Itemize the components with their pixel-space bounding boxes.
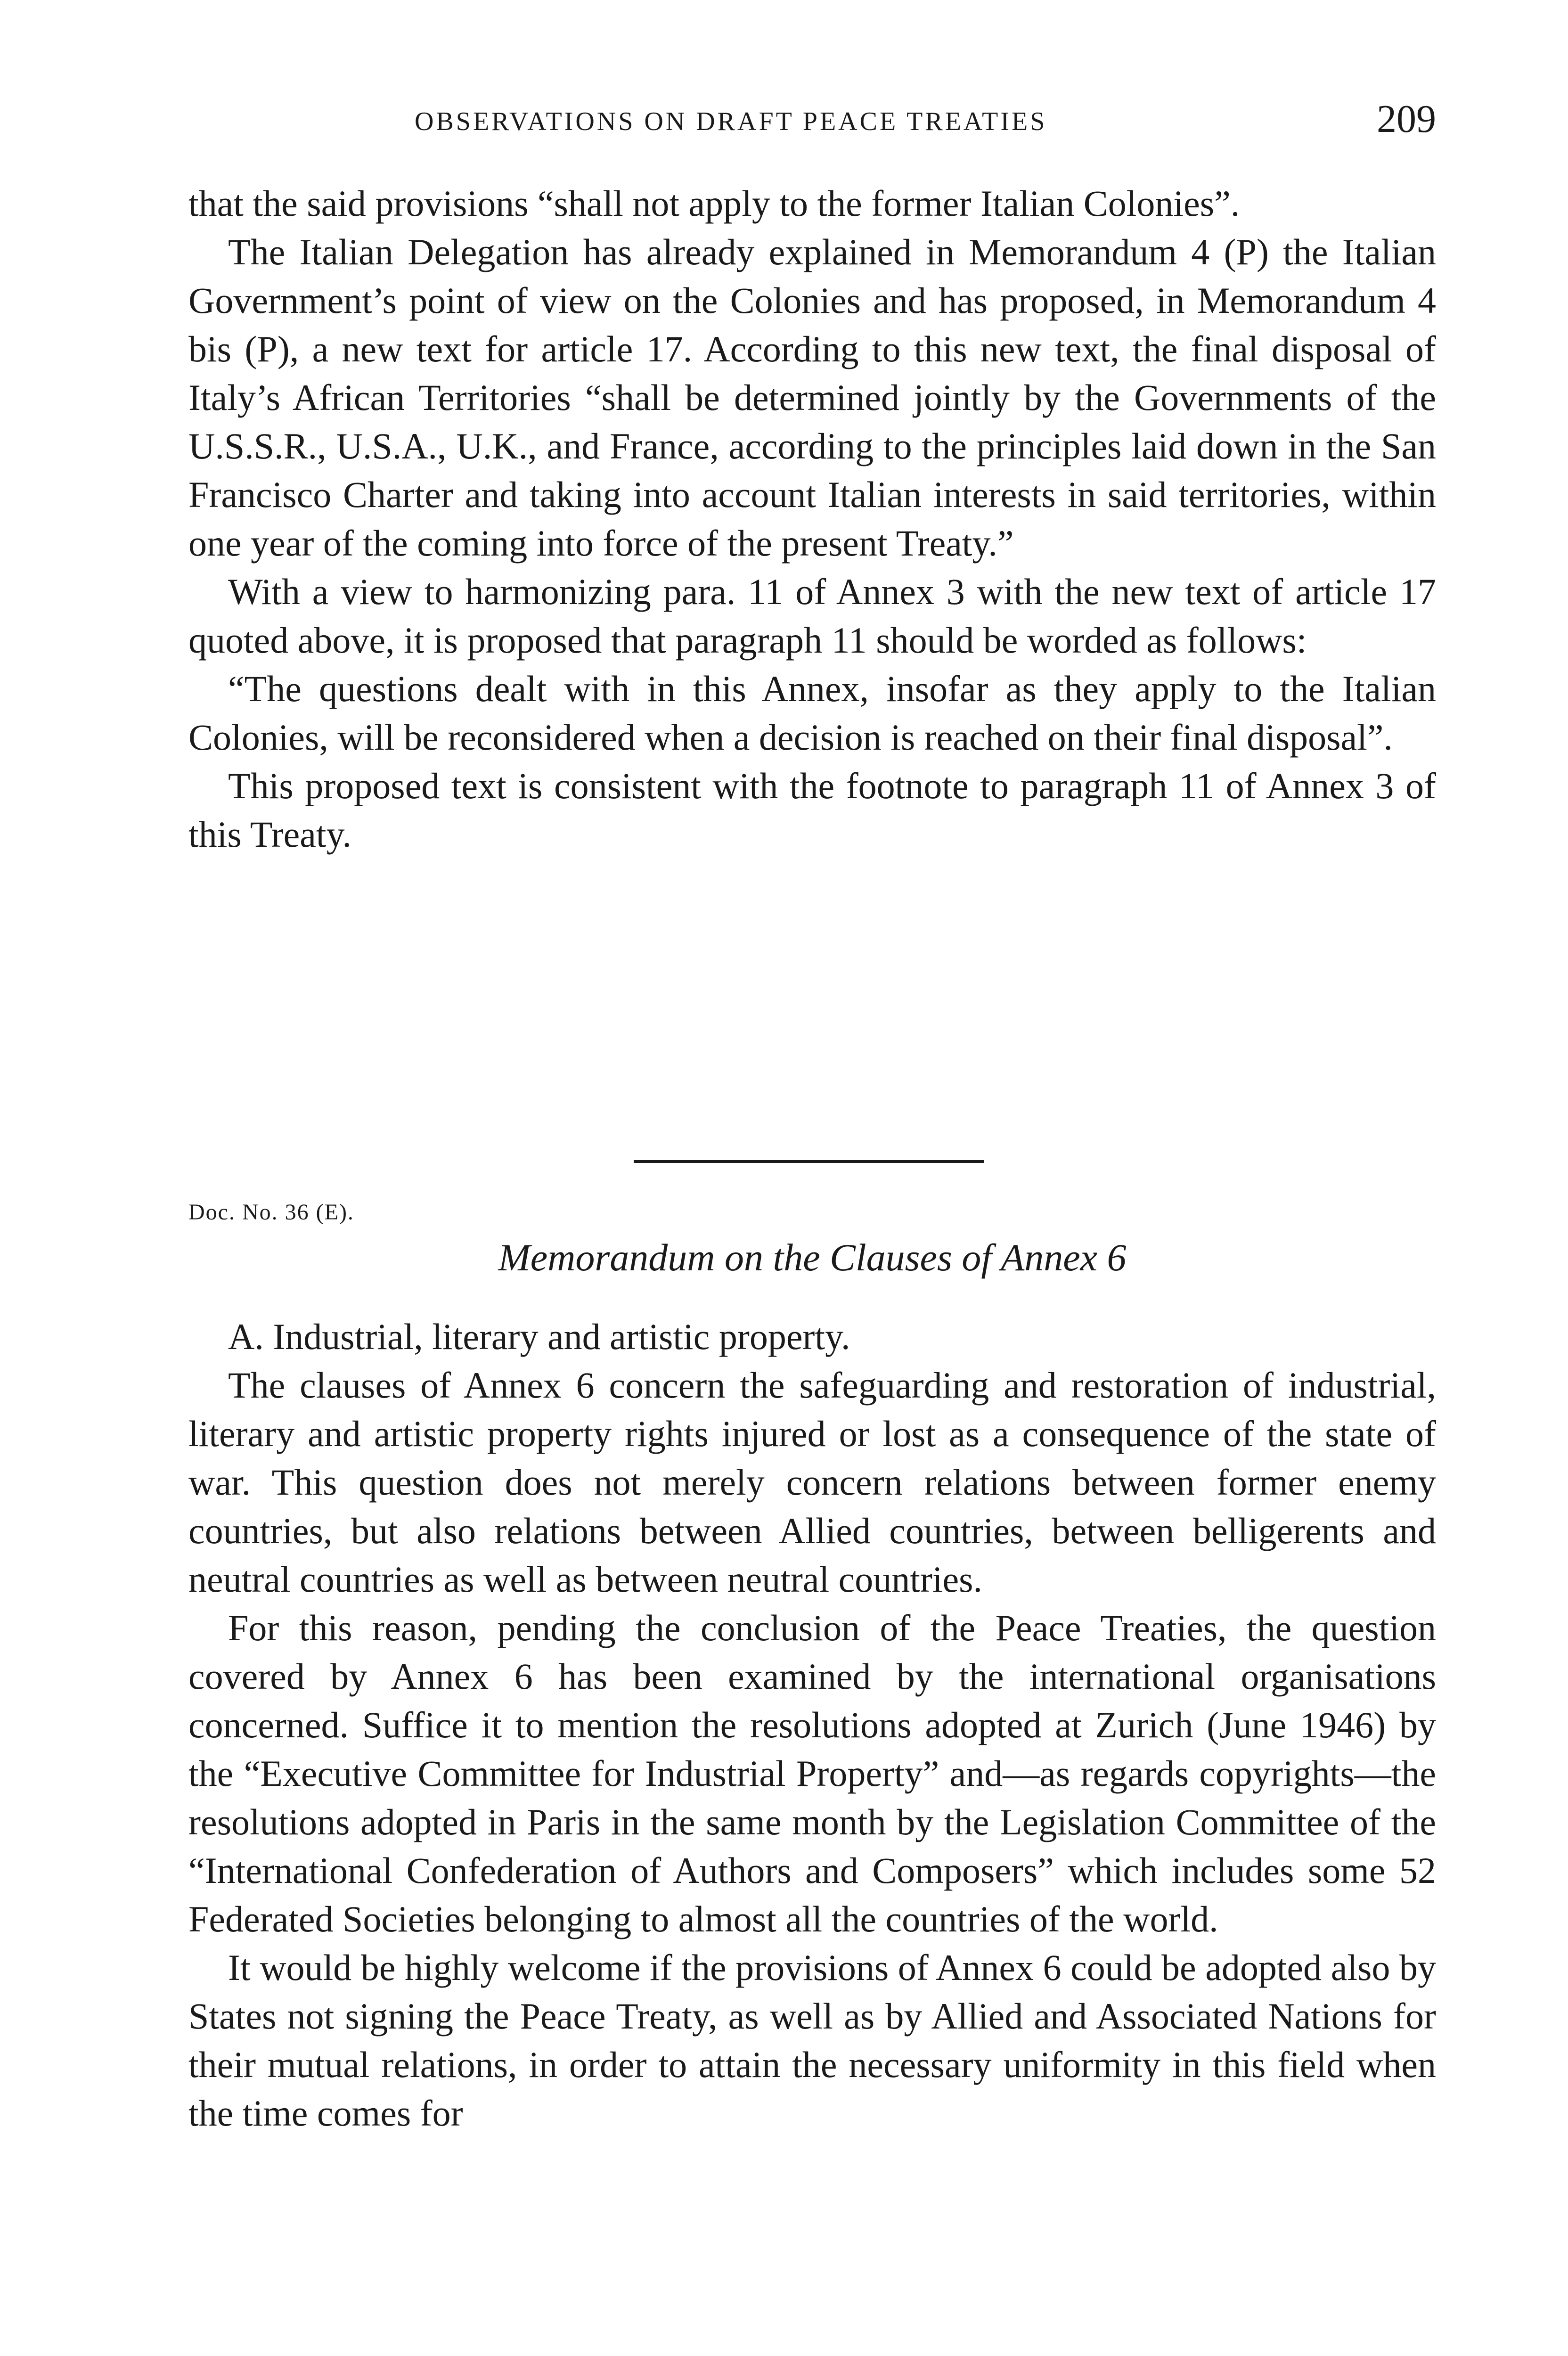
doc-number: Doc. No. 36 (E). — [188, 1200, 354, 1225]
memorandum-title: Memorandum on the Clauses of Annex 6 — [498, 1236, 1127, 1279]
running-title: OBSERVATIONS ON DRAFT PEACE TREATIES — [415, 107, 1047, 136]
running-header — [188, 92, 1436, 144]
section-annex-6 — [188, 1312, 1436, 2137]
subheading-industrial-property: A. Industrial, literary and artistic property. — [228, 1316, 850, 1357]
paragraph-annex-6-clauses: The clauses of Annex 6 concern the safeguarding and restoration of industrial, literary and artistic property rights injured or lost as a consequence of the state of war. This question does not merely concern relations between former enemy countries, but also relations between Allied countries, between belligerents and neutral countries as well as between neutral countries. — [188, 1365, 1436, 1600]
paragraph-memorandum-4: The Italian Delegation has already explained in Memorandum 4 (P) the Italian Government’s point of view on the Colonies and has proposed, in Memorandum 4 bis (P), a new text for article 17. According to this new text, the final disposal of Italy’s African Territories “shall be determined jointly by the Governments of the U.S.S.R., U.S.A., U.K., and France, according to the principles laid down in the San Francisco Charter and taking into account Italian interests in said territories, within one year of the coming into force of the present Treaty.” — [188, 231, 1436, 564]
paragraph-proposed-wording: “The questions dealt with in this Annex, insofar as they apply to the Italian Colonies, will be reconsidered when a decision is reached on their final disposal”. — [188, 668, 1436, 758]
paragraph-footnote-consistency: This proposed text is consistent with the footnote to paragraph 11 of Annex 3 of this Treaty. — [188, 765, 1436, 855]
section-italian-colonies — [188, 179, 1436, 859]
page-number: 209 — [1377, 97, 1436, 141]
paragraph-uniformity: It would be highly welcome if the provisions of Annex 6 could be adopted also by States not signing the Peace Treaty, as well as by Allied and Associated Nations for their mutual relations, in order to attain the necessary uniformity in this field when the time comes for — [188, 1947, 1436, 2134]
paragraph-continuation: that the said provisions “shall not apply to the former Italian Colonies”. — [188, 183, 1240, 224]
paragraph-harmonizing-para-11: With a view to harmonizing para. 11 of Annex 3 with the new text of article 17 quoted above, it is proposed that paragraph 11 should be worded as follows: — [188, 571, 1436, 661]
paragraph-international-organisations: For this reason, pending the conclusion of the Peace Treaties, the question covered by Annex 6 has been examined by the international organisations concerned. Suffice it to mention the resolutions adopted at Zurich (June 1946) by the “Executive Committee for Industrial Property” and—as regards copyrights—the resolutions adopted in Paris in the same month by the Legislation Committee of the “International Confederation of Authors and Composers” which includes some 52 Federated Societies belonging to almost all the countries of the world. — [188, 1607, 1436, 1939]
section-divider — [634, 1160, 984, 1163]
